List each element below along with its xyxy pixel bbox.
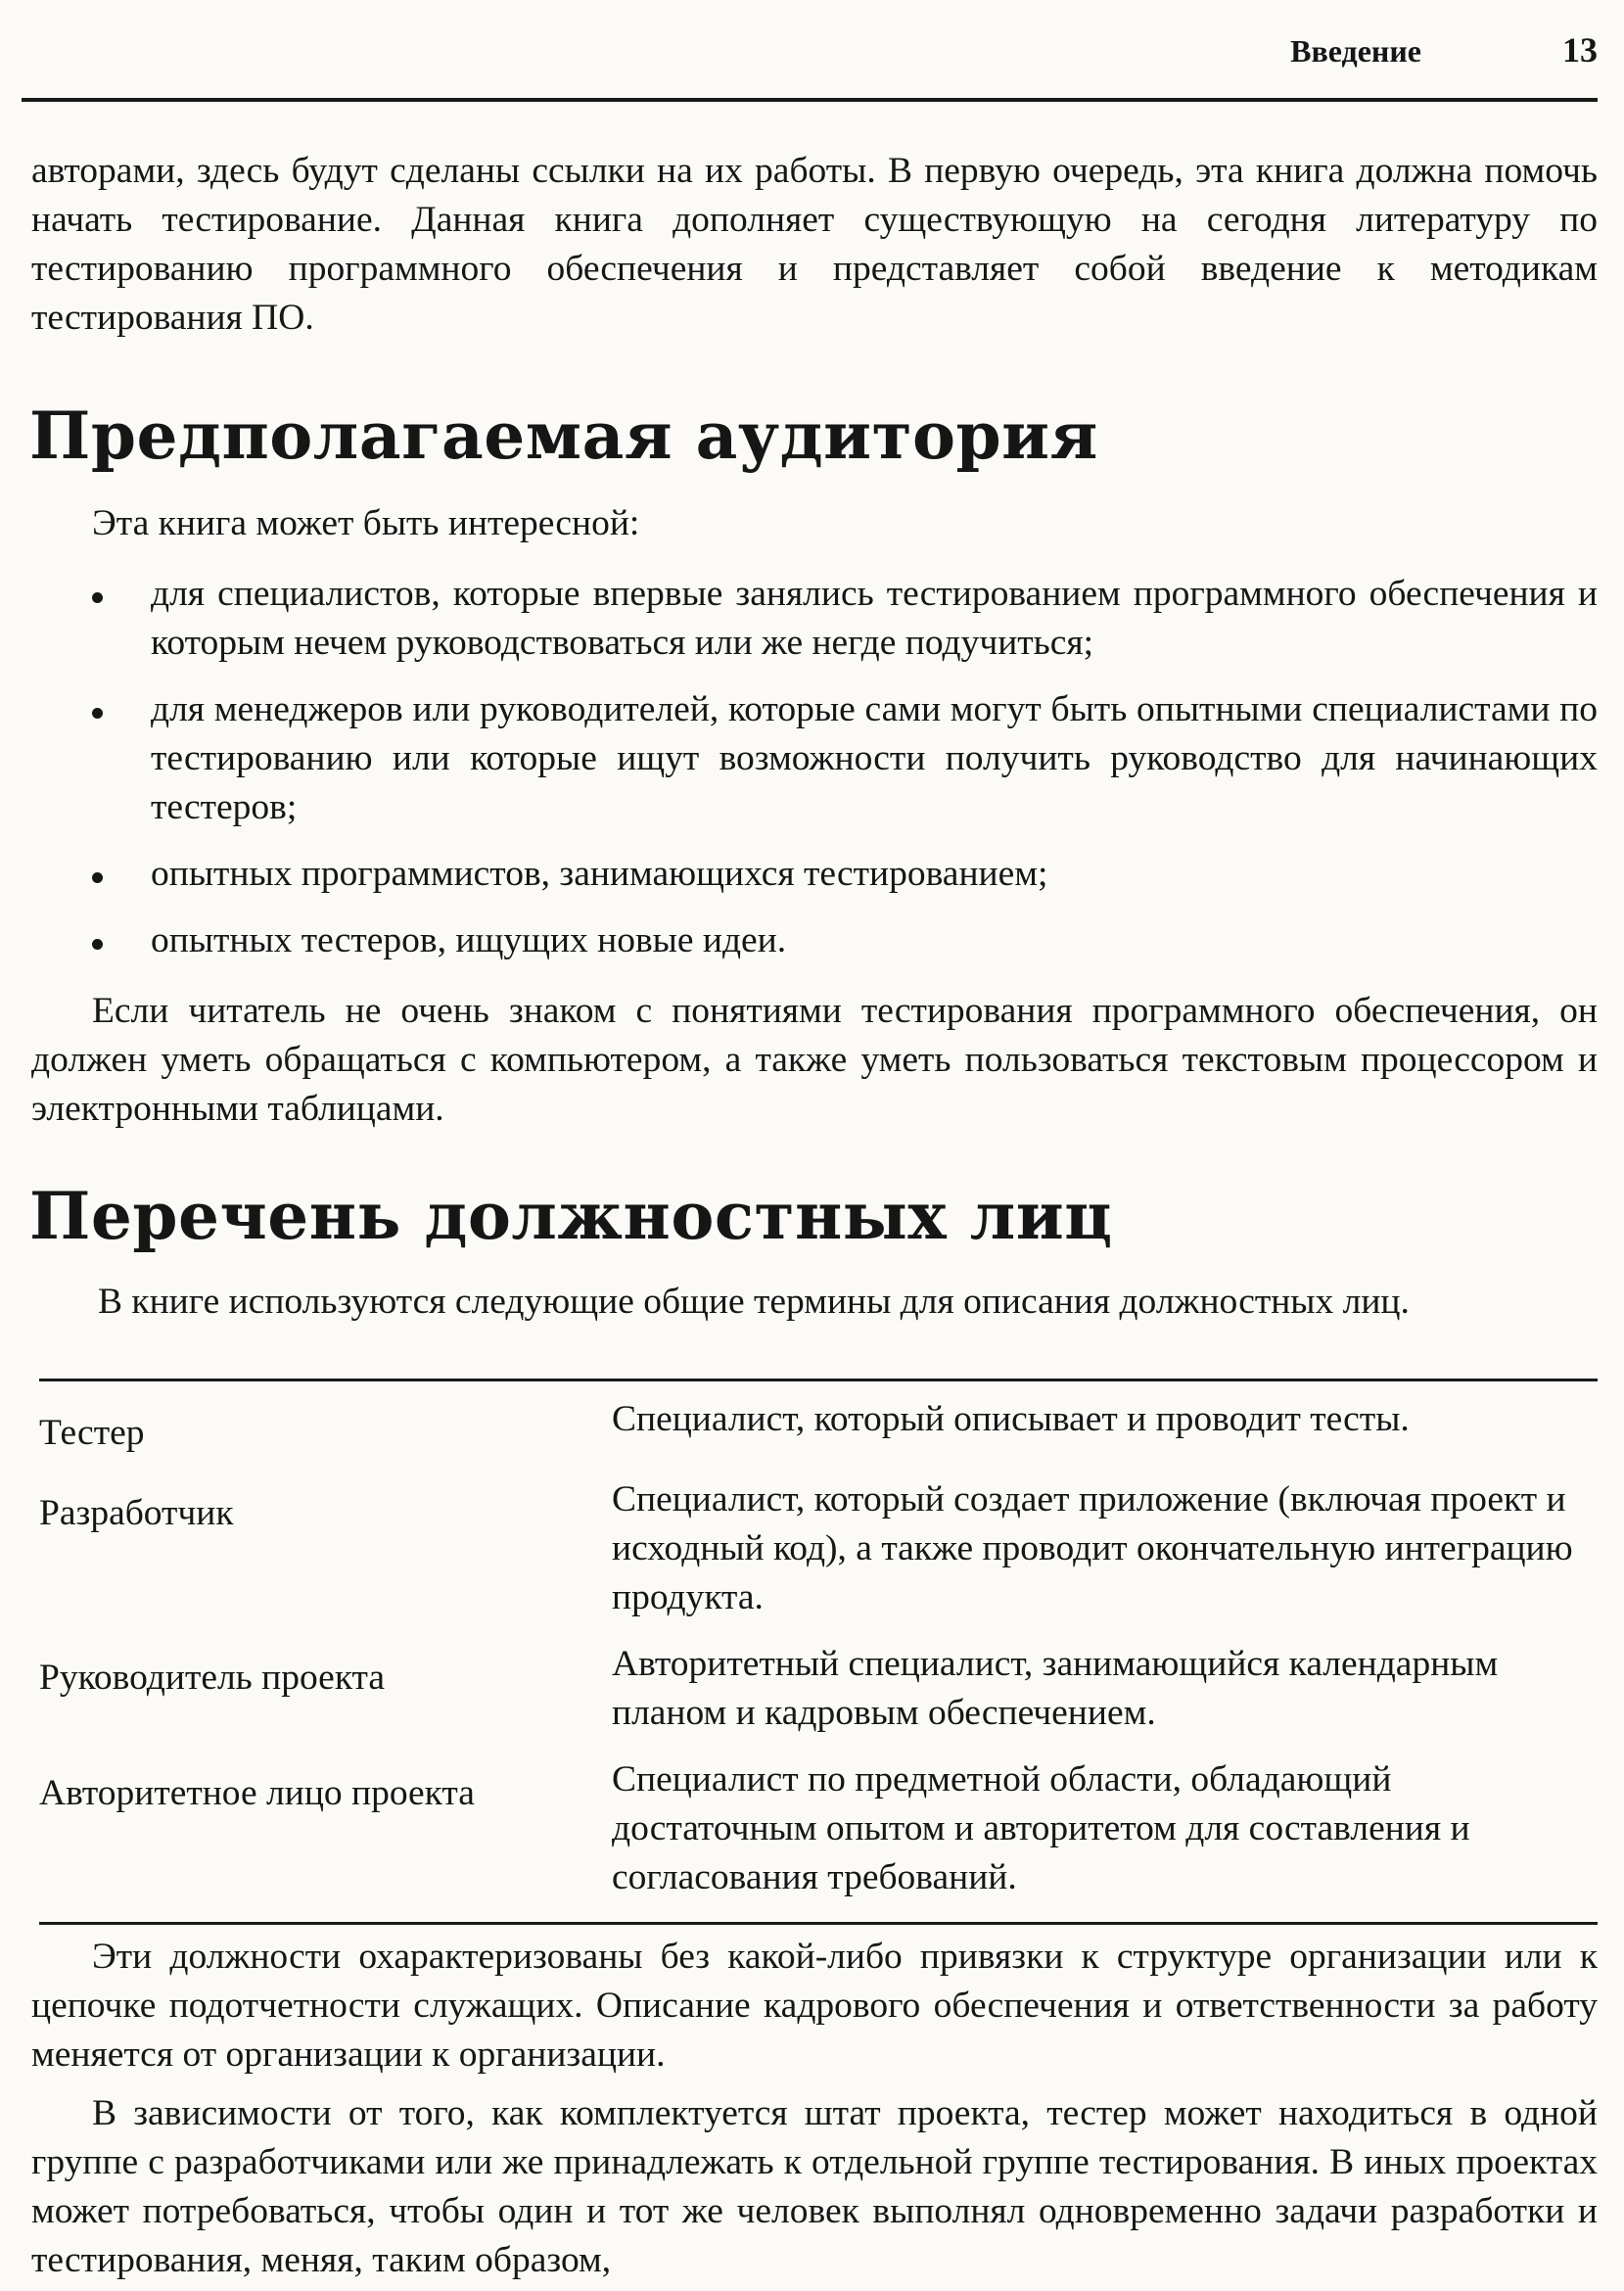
bullet-icon (92, 939, 103, 950)
role-name: Разработчик (39, 1493, 234, 1533)
list-item-text: опытных программистов, занимающихся тестированием; (151, 854, 1048, 894)
bullet-icon (92, 708, 103, 719)
bullet-icon (92, 872, 103, 883)
bullet-icon (92, 592, 103, 603)
page-number: 13 (1562, 30, 1598, 70)
roles-lead: В книге используются следующие общие термины для описания должностных лиц. (98, 1282, 1410, 1322)
roles-heading: Перечень должностных лиц (29, 1178, 1113, 1254)
list-item-text: для менеджеров или руководителей, которые сами могут быть опытными специалистами по тестированию или которые ищут возможности получить руководство для начинающих тестеров; (151, 689, 1598, 827)
list-item (88, 685, 1598, 832)
role-name: Руководитель проекта (39, 1658, 386, 1698)
list-item (88, 916, 1598, 965)
role-description: Специалист, который создает приложение (включая проект и исходный код), а также проводит окончательную интеграцию продукта. (612, 1479, 1573, 1617)
role-description: Специалист, который описывает и проводит тесты. (612, 1399, 1410, 1439)
list-item (88, 570, 1598, 668)
role-name: Авторитетное лицо проекта (39, 1773, 475, 1813)
audience-lead: Эта книга может быть интересной: (92, 503, 640, 543)
roles-table (39, 1379, 1598, 1925)
audience-closing-paragraph: Если читатель не очень знаком с понятиями тестирования программного обеспечения, он должен уметь обращаться с компьютером, а также уметь пользоваться текстовым процессором и электронными таблицами. (31, 991, 1598, 1129)
table-row (39, 1755, 1598, 1902)
table-row (39, 1475, 1598, 1622)
audience-list (88, 570, 1598, 983)
closing-paragraph-1: Эти должности охарактеризованы без какой-либо привязки к структуре организации или к цепочке подотчетности служащих. Описание кадрового обеспечения и ответственности за работу меняется от организации к организации. (31, 1937, 1598, 2075)
intro-paragraph: авторами, здесь будут сделаны ссылки на их работы. В первую очередь, эта книга должна помочь начать тестирование. Данная книга дополняет существующую на сегодня литературу по тестированию программного обеспечения и представляет собой введение к методикам тестирования ПО. (31, 151, 1598, 338)
role-description: Авторитетный специалист, занимающийся календарным планом и кадровым обеспечением. (612, 1644, 1499, 1733)
list-item-text: для специалистов, которые впервые занялись тестированием программного обеспечения и которым нечем руководствоваться или же негде подучиться; (151, 574, 1598, 663)
table-row (39, 1395, 1598, 1458)
table-row (39, 1640, 1598, 1738)
role-name: Тестер (39, 1413, 145, 1453)
running-header (22, 14, 1598, 102)
running-section-title: Введение (1290, 33, 1421, 69)
list-item-text: опытных тестеров, ищущих новые идеи. (151, 920, 787, 960)
role-description: Специалист по предметной области, обладающий достаточным опытом и авторитетом для составления и согласования требований. (612, 1759, 1470, 1897)
list-item (88, 850, 1598, 899)
audience-heading: Предполагаемая аудитория (29, 397, 1098, 474)
closing-paragraph-2: В зависимости от того, как комплектуется штат проекта, тестер может находиться в одной группе с разработчиками или же принадлежать к отдельной группе тестирования. В иных проектах может потребоваться, чтобы один и тот же человек выполнял одновременно задачи разработки и тестирования, меняя, таким образом, (31, 2093, 1598, 2280)
